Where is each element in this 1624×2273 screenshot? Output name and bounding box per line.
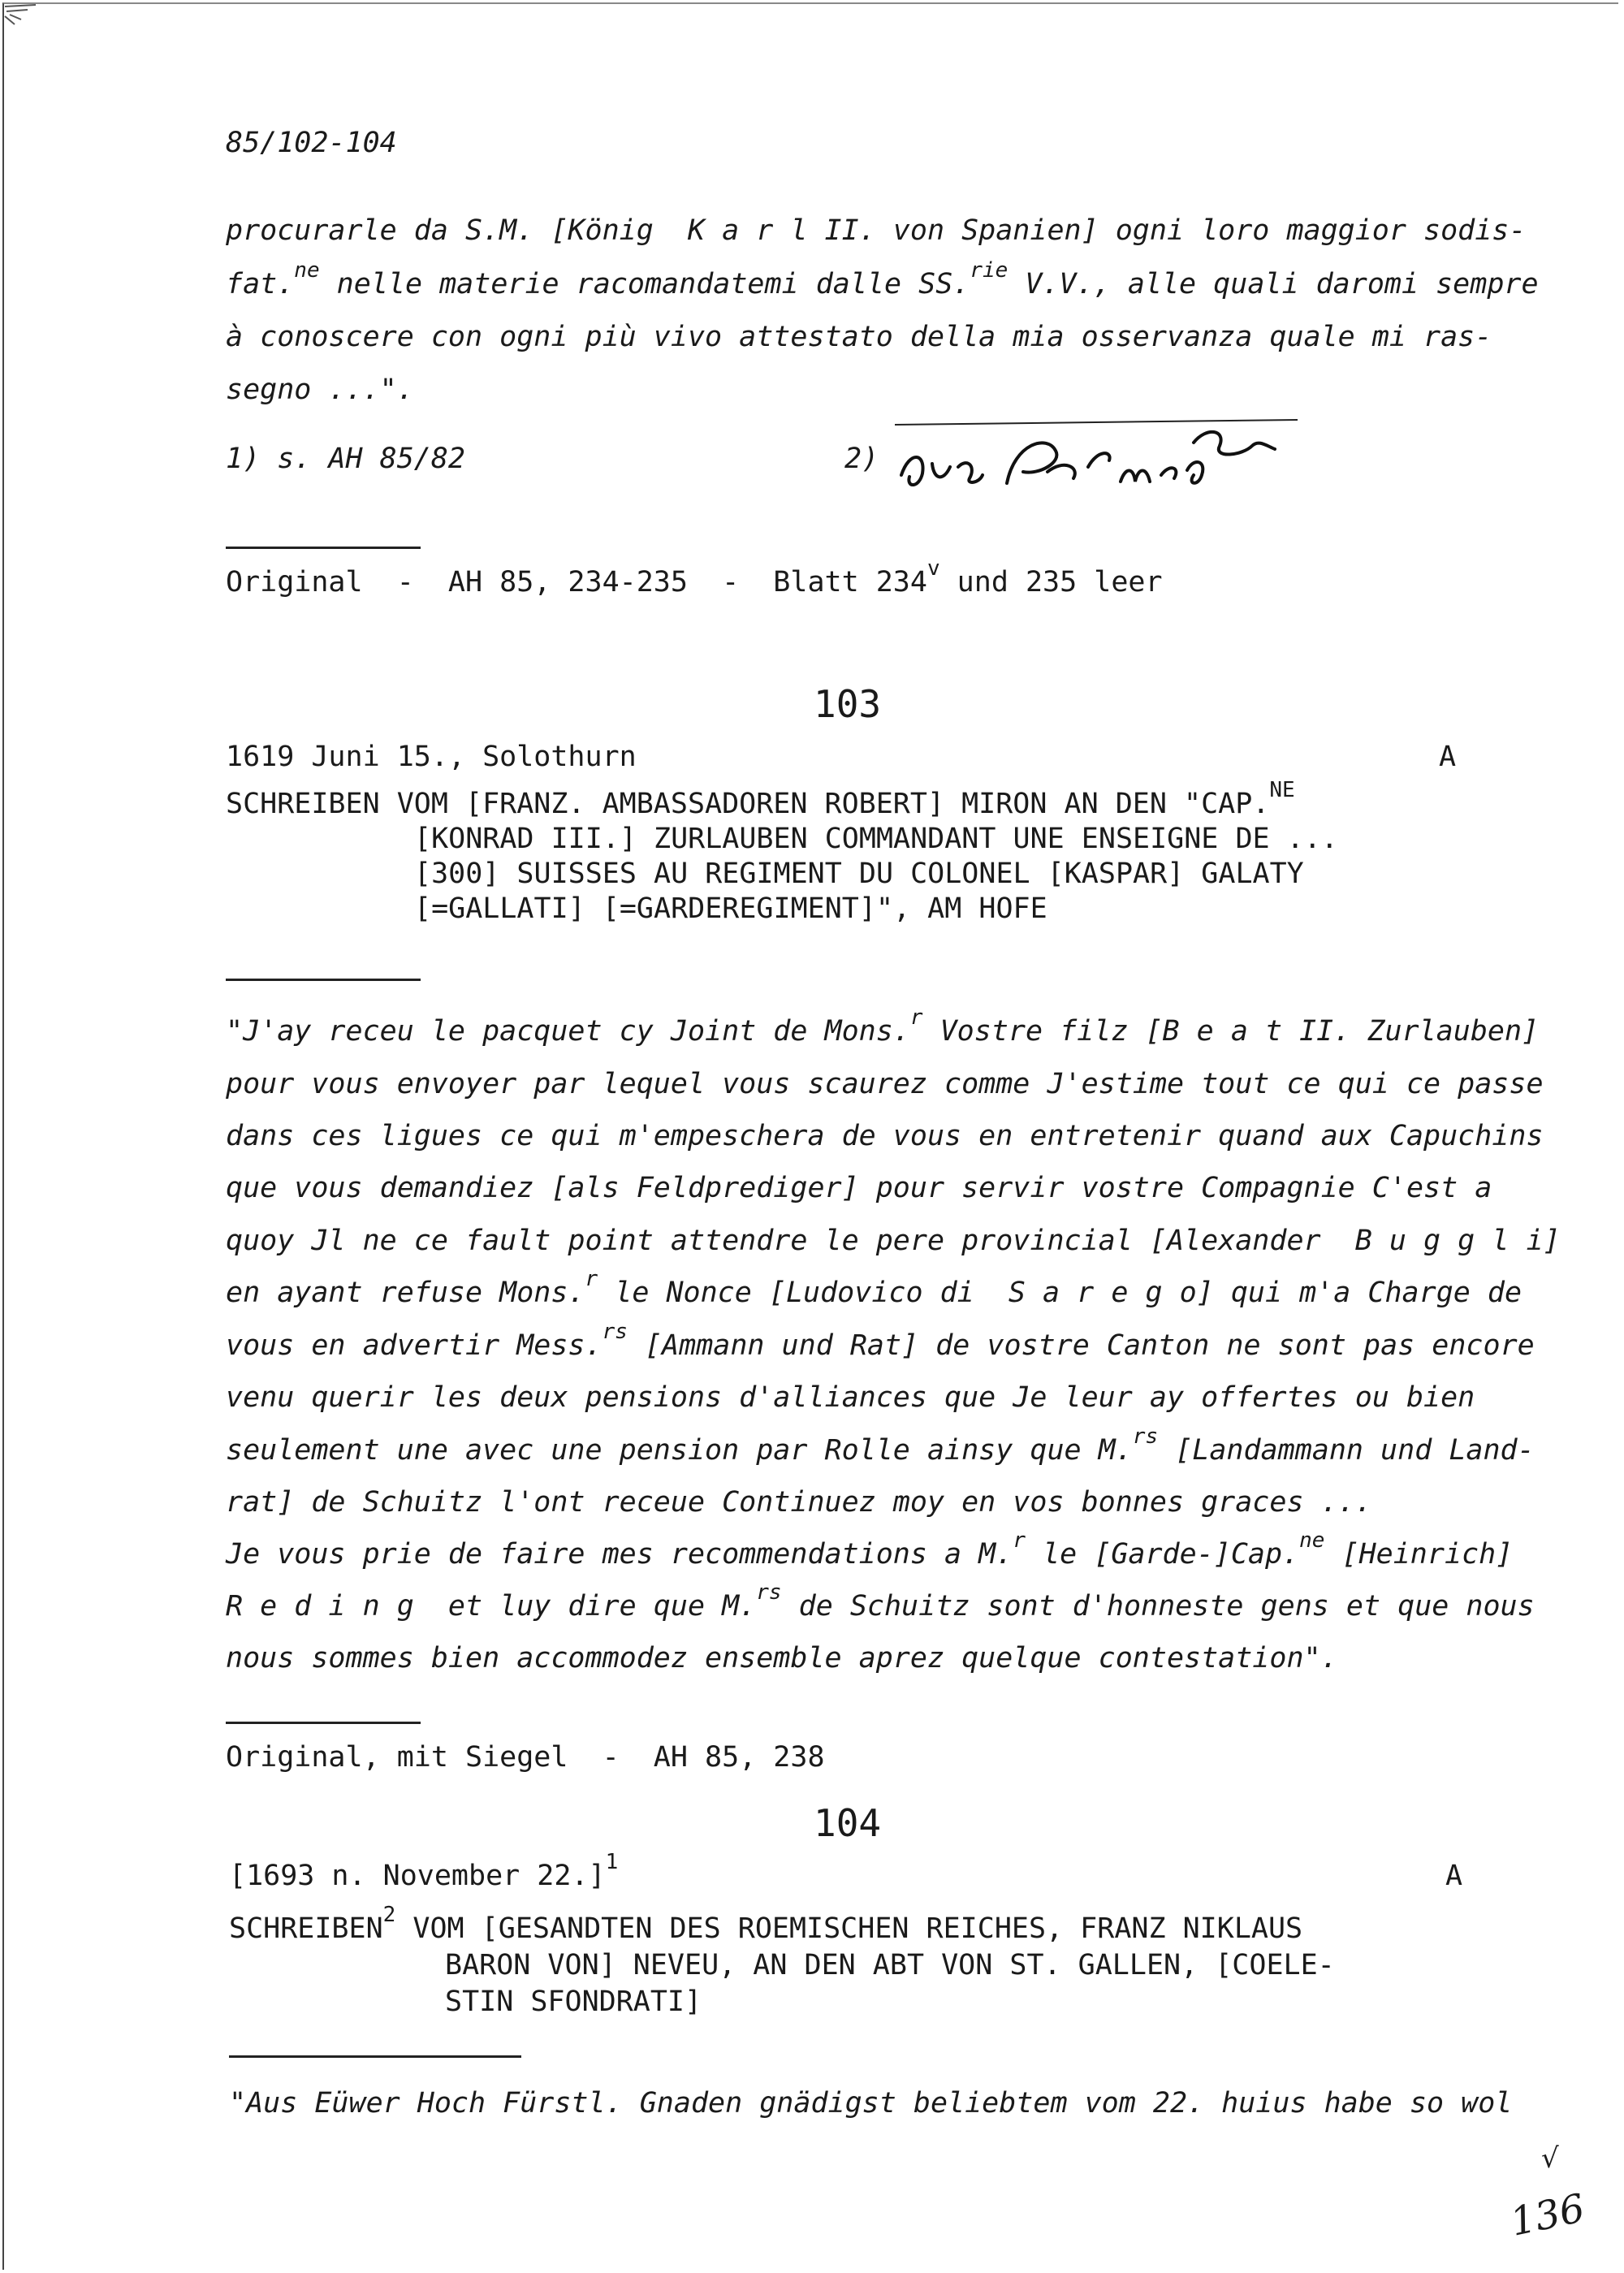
doc103-body-line-12: R e d i n g et luy dire que M.$^{rs}$ de Schuitz sont d'honneste gens et que nous: [226, 1580, 1535, 1623]
separator-rule: [226, 979, 421, 981]
separator-rule: [226, 1722, 421, 1724]
doc103-body-line-11: Je vous prie de faire mes recommendations a M.$^r$ le [Garde-]Cap.$^{ne}$ [Heinrich]: [226, 1528, 1514, 1571]
scan-artifact: [3, 3, 52, 31]
footnote-1: 1) s. AH 85/82: [226, 443, 466, 475]
doc104-title-line-1: SCHREIBEN$^2$ VOM [GESANDTEN DES ROEMISCHEN REICHES, FRANZ NIKLAUS: [229, 1903, 1303, 1945]
doc104-body-line-1: "Aus Eüwer Hoch Fürstl. Gnaden gnädigst beliebtem vom 22. huius habe so wol: [229, 2087, 1513, 2120]
doc104-title-line-2: BARON VON] NEVEU, AN DEN ABT VON ST. GALLEN, [COELE-: [445, 1949, 1335, 1981]
letter102-line-4: segno ...".: [226, 374, 414, 406]
source-102: Original - AH 85, 234-235 - Blatt 234$^v$ und 235 leer: [226, 556, 1163, 598]
handwritten-page-number: 136: [1506, 2185, 1589, 2245]
doc104-title-line-3: STIN SFONDRATI]: [445, 1986, 702, 2018]
doc103-body-line-8: venu querir les deux pensions d'alliances que Je leur ay offertes ou bien: [226, 1381, 1475, 1414]
doc103-body-line-4: que vous demandiez [als Feldprediger] pour servir vostre Compagnie C'est a: [226, 1172, 1492, 1204]
doc103-title-line-1: SCHREIBEN VOM [FRANZ. AMBASSADOREN ROBERT] MIRON AN DEN "CAP.$^{NE}$: [226, 778, 1295, 820]
letter102-line-3: à conoscere con ogni più vivo attestato della mia osservanza quale mi ras-: [226, 321, 1492, 353]
doc103-source: Original, mit Siegel - AH 85, 238: [226, 1741, 825, 1774]
handwritten-signature: [885, 410, 1307, 508]
doc103-body-line-10: rat] de Schuitz l'ont receue Continuez moy en vos bonnes graces ...: [226, 1486, 1372, 1519]
doc103-title-line-3: [300] SUISSES AU REGIMENT DU COLONEL [KASPAR] GALATY: [414, 858, 1304, 890]
doc104-marker: A: [1445, 1860, 1463, 1892]
doc103-body-line-9: seulement une avec une pension par Rolle ainsy que M.$^{rs}$ [Landammann und Land-: [226, 1424, 1535, 1467]
doc103-body-line-3: dans ces ligues ce qui m'empeschera de vous en entretenir quand aux Capuchins: [226, 1120, 1544, 1152]
doc103-body-line-7: vous en advertir Mess.$^{rs}$ [Ammann und Rat] de vostre Canton ne sont pas encore: [226, 1320, 1535, 1362]
separator-rule: [229, 2055, 521, 2058]
doc104-date: [1693 n. November 22.]$^1$: [229, 1850, 619, 1892]
doc103-body-line-13: nous sommes bien accommodez ensemble aprez quelque contestation".: [226, 1642, 1338, 1675]
doc103-title-line-4: [=GALLATI] [=GARDEREGIMENT]", AM HOFE: [414, 892, 1047, 925]
doc103-title-line-2: [KONRAD III.] ZURLAUBEN COMMANDANT UNE ENSEIGNE DE ...: [414, 823, 1338, 855]
letter102-line-1: procurarle da S.M. [König K a r l II. von Spanien] ogni loro maggior sodis-: [226, 214, 1527, 247]
doc103-body-line-6: en ayant refuse Mons.$^r$ le Nonce [Ludovico di S a r e g o] qui m'a Charge de: [226, 1267, 1522, 1309]
doc103-body-line-5: quoy Jl ne ce fault point attendre le pere provincial [Alexander B u g g l i]: [226, 1225, 1561, 1257]
doc103-number: 103: [814, 682, 882, 726]
letter102-line-2: fat.$^{ne}$ nelle materie racomandatemi dalle SS.$^{rie}$ V.V., alle quali daromi sempre: [226, 258, 1539, 300]
doc103-body-line-1: "J'ay receu le pacquet cy Joint de Mons.$^r$ Vostre filz [B e a t II. Zurlauben]: [226, 1005, 1540, 1048]
doc104-number: 104: [814, 1801, 882, 1845]
doc103-marker: A: [1439, 741, 1457, 773]
footnote-2-label: 2): [844, 443, 879, 475]
doc103-body-line-2: pour vous envoyer par lequel vous scaurez comme J'estime tout ce qui ce passe: [226, 1068, 1544, 1100]
separator-rule: [226, 547, 421, 549]
check-mark: √: [1541, 2142, 1559, 2175]
page-header-ref: 85/102-104: [226, 127, 397, 159]
doc103-date-place: 1619 Juni 15., Solothurn: [226, 741, 637, 773]
